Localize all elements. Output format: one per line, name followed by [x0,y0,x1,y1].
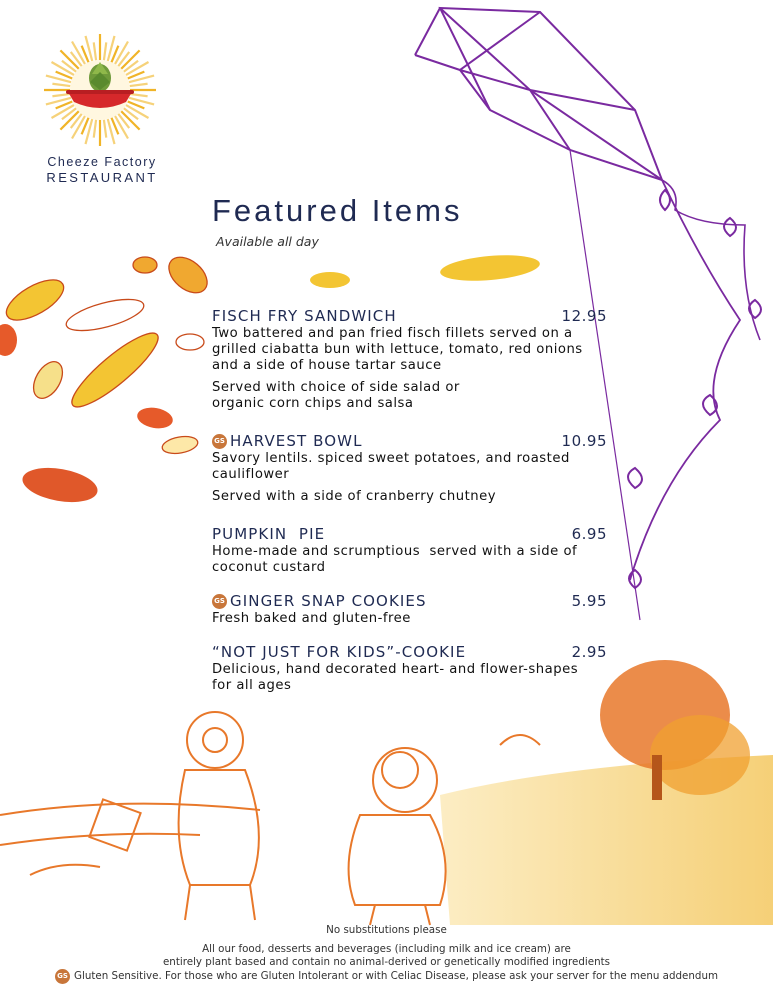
plant-based-note-line1: All our food, desserts and beverages (including milk and ice cream) are [202,943,571,955]
item-description: Two battered and pan fried fisch fillets served on a grilled ciabatta bun with lettuce, tomato, red onions and a side of house tartar sauce [212,326,583,373]
item-description: Delicious, hand decorated heart- and flower-shapes for all ages [212,662,579,693]
item-price: 6.95 [571,525,607,543]
item-name: FISCH FRY SANDWICH [212,307,397,325]
item-price: 12.95 [561,307,607,325]
menu-item [212,306,607,412]
item-note: Served with a side of cranberry chutney [212,489,497,504]
item-description: Savory lentils. spiced sweet potatoes, and roasted cauliflower [212,451,570,482]
item-name: GINGER SNAP COOKIES [230,592,427,610]
menu-item [212,591,607,627]
plant-based-note-line2: entirely plant based and contain no animal-derived or genetically modified ingredients [162,956,611,968]
gs-badge-icon: GS [55,969,70,984]
item-price: 10.95 [561,432,607,450]
item-name: “NOT JUST FOR KIDS”-COOKIE [212,643,467,661]
item-name: PUMPKIN PIE [212,525,326,543]
footer [0,924,773,984]
brand-subtitle: RESTAURANT [46,170,158,185]
gs-badge-icon: GS [212,594,227,609]
item-name: HARVEST BOWL [230,432,363,450]
gluten-sensitive-note: GS Gluten Sensitive. For those who are Gluten Intolerant or with Celiac Disease, please ask your server for the menu addendum [0,969,773,984]
children-landscape-illustration-icon [0,645,773,925]
menu-item [212,524,607,576]
menu-item [212,431,607,505]
artichoke-bowl-logo-icon [40,34,160,146]
item-description: Home-made and scrumptious served with a side of coconut custard [212,544,578,575]
gs-badge-icon: GS [212,434,227,449]
item-note: Served with choice of side salad or organic corn chips and salsa [212,380,460,411]
item-price: 5.95 [571,592,607,610]
item-price: 2.95 [571,643,607,661]
page-subtitle: Available all day [216,234,319,249]
page-title: Featured Items [212,193,463,228]
item-description: Fresh baked and gluten-free [212,611,411,626]
brand-name: Cheeze Factory [47,155,157,169]
no-substitutions-note: No substitutions please [326,924,447,936]
